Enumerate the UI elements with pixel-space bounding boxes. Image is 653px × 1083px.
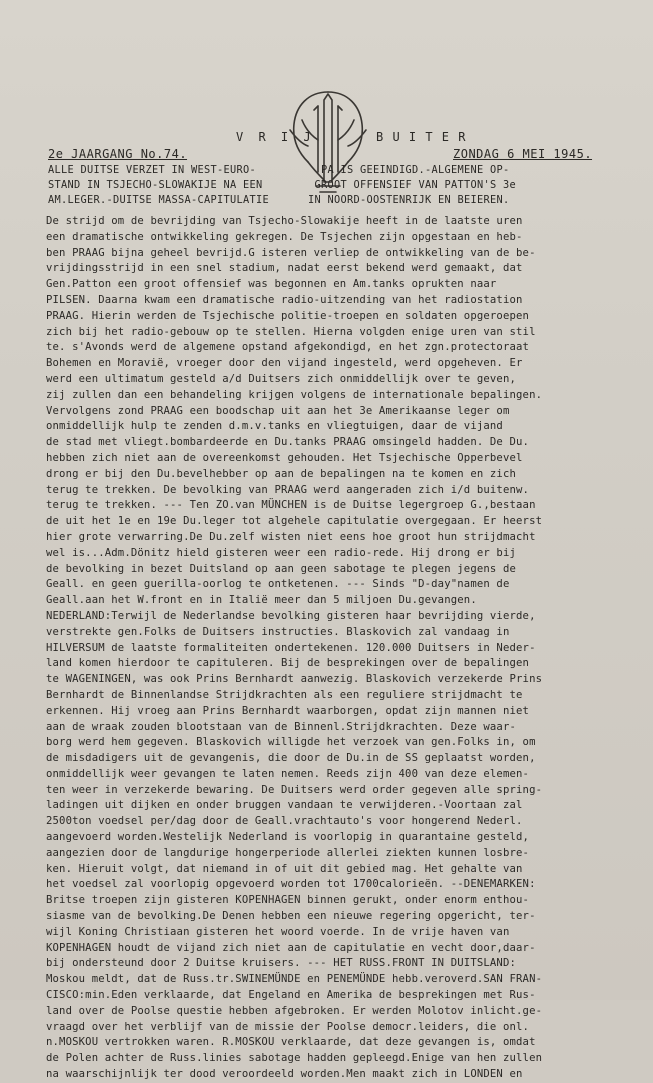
body-line: KOPENHAGEN houdt de vijand zich niet aan de capitulatie en vecht door,daar-	[46, 941, 536, 954]
body-line: HILVERSUM de laatste formaliteiten ondertekenen. 120.000 Duitsers in Neder-	[46, 641, 536, 654]
body-line: Vervolgens zond PRAAG een boodschap uit aan het 3e Amerikaanse leger om	[46, 404, 510, 417]
body-line: te WAGENINGEN, was ook Prins Bernhardt aanwezig. Blaskovich verzekerde Prins	[46, 673, 543, 686]
body-line: Moskou meldt, dat de Russ.tr.SWINEMÜNDE en PENEMÜNDE hebb.veroverd.SAN FRAN-	[46, 973, 543, 986]
body-line: onmiddellijk weer gevangen te laten nemen. Reeds zijn 400 van deze elemen-	[46, 767, 530, 780]
body-line: De strijd om de bevrijding van Tsjecho-Slowakije heeft in de laatste uren	[46, 215, 523, 227]
body-line: te. s'Avonds werd de algemene opstand afgekondigd, en het zgn.protectoraat	[46, 341, 530, 354]
headline-line: AM.LEGER.-DUITSE MASSA-CAPITULATIE IN NOORD-OOSTENRIJK EN BEIEREN.	[48, 194, 510, 206]
body-line: drong er bij den Du.bevelhebber op aan de bepalingen na te komen en zich	[46, 467, 517, 480]
body-line: onmiddellijk hulp te zenden d.m.v.tanks en vliegtuigen, daar de vijand	[46, 420, 503, 433]
body-line: ben PRAAG bijna geheel bevrijd.G isteren verliep de ontwikkeling van de be-	[46, 246, 536, 259]
body-line: een dramatische ontwikkeling gekregen. De Tsjechen zijn opgestaan en heb-	[46, 230, 523, 243]
body-line: 2500ton voedsel per/dag door de Geall.vrachtauto's voor hongerend Nederl.	[46, 815, 523, 828]
body-line: ken. Hieruit volgt, dat niemand in of uit dit gebied mag. Het gehalte van	[46, 862, 523, 875]
body-line: n.MOSKOU vertrokken waren. R.MOSKOU verklaarde, dat deze gevangen is, omdat	[46, 1036, 536, 1049]
body-line: vraagd over het verblijf van de missie der Poolse democr.leiders, die onl.	[46, 1020, 530, 1033]
body-line: na waarschijnlijk ter dood veroordeeld worden.Men maakt zich in LONDEN en	[46, 1068, 523, 1081]
body-line: de misdadigers uit de gevangenis, die door de Du.in de SS geplaatst worden,	[46, 752, 536, 765]
masthead-title-right: B U I T E R	[376, 130, 467, 144]
body-line: Geall. en geen guerilla-oorlog te ontketenen. --- Sinds "D-day"namen de	[46, 578, 510, 591]
body-line: ten weer in verzekerde bewaring. De Duitsers werd order gegeven alle spring-	[46, 783, 543, 796]
headline	[48, 163, 628, 208]
body-line: hebben zich niet aan de overeenkomst gehouden. Het Tsjechische Opperbevel	[46, 451, 523, 464]
headline-line: ALLE DUITSE VERZET IN WEST-EURO- PA IS GEEINDIGD.-ALGEMENE OP-	[48, 164, 510, 176]
body-line: Britse troepen zijn gisteren KOPENHAGEN binnen gerukt, onder enorm enthou-	[46, 894, 530, 907]
body-line: aan de wraak zouden blootstaan van de Binnenl.Strijdkrachten. Deze waar-	[46, 720, 517, 733]
masthead-title-left: V R I J	[236, 130, 315, 144]
issue-date: ZONDAG 6 MEI 1945.	[453, 147, 593, 161]
body-line: Bohemen en Moravië, vroeger door den vijand ingesteld, werd opgeheven. Er	[46, 357, 523, 370]
body-line: NEDERLAND:Terwijl de Nederlandse bevolking gisteren haar bevrijding vierde,	[46, 609, 536, 622]
body-line: werd een ultimatum gesteld a/d Duitsers zich onmiddellijk over te geven,	[46, 372, 517, 385]
body-line: siasme van de bevolking.De Denen hebben een nieuwe regering opgericht, ter-	[46, 910, 536, 923]
body-line: aangevoerd worden.Westelijk Nederland is voorlopig in quarantaine gesteld,	[46, 831, 530, 844]
body-line: hier grote verwarring.De Du.zelf wisten niet eens hoe groot hun strijdmacht	[46, 530, 536, 543]
article-body	[46, 214, 636, 1083]
body-line: wel is...Adm.Dönitz hield gisteren weer een radio-rede. Hij drong er bij	[46, 546, 517, 559]
body-line: de bevolking in bezet Duitsland op aan geen sabotage te plegen jegens de	[46, 562, 517, 575]
body-line: de stad met vliegt.bombardeerde en Du.tanks PRAAG omsingeld hadden. De Du.	[46, 436, 530, 449]
body-line: land komen hierdoor te capituleren. Bij de besprekingen over de bepalingen	[46, 657, 530, 670]
headline-line: STAND IN TSJECHO-SLOWAKIJE NA EEN GROOT OFFENSIEF VAN PATTON'S 3e	[48, 179, 516, 191]
body-line: terug te trekken. --- Ten ZO.van MÜNCHEN is de Duitse legergroep G.,bestaan	[46, 499, 536, 512]
body-line: de Polen achter de Russ.linies sabotage hadden gepleegd.Enige van hen zullen	[46, 1052, 543, 1065]
body-line: wijl Koning Christiaan gisteren het woord voerde. In de vrije haven van	[46, 925, 510, 938]
body-line: PILSEN. Daarna kwam een dramatische radio-uitzending van het radiostation	[46, 293, 523, 306]
body-line: vrijdingsstrijd in een snel stadium, nadat eerst bekend werd gemaakt, dat	[46, 262, 523, 275]
body-line: erkennen. Hij vroeg aan Prins Bernhardt waarborgen, opdat zijn mannen niet	[46, 704, 530, 717]
body-line: Geall.aan het W.front en in Italië meer dan 5 miljoen Du.gevangen.	[46, 594, 477, 607]
body-line: aangezien door de langdurige hongerperiode allerlei ziekten kunnen losbre-	[46, 846, 530, 859]
issue-number: 2e JAARGANG No.74.	[48, 147, 188, 161]
body-line: zij zullen dan een behandeling krijgen volgens de internationale bepalingen.	[46, 388, 543, 401]
body-line: ladingen uit dijken en onder bruggen vandaan te verwijderen.-Voortaan zal	[46, 799, 523, 812]
body-line: terug te trekken. De bevolking van PRAAG werd aangeraden zich i/d buitenw.	[46, 483, 530, 496]
body-line: borg werd hem gegeven. Blaskovich willigde het verzoek van gen.Folks in, om	[46, 736, 536, 749]
body-line: bij ondersteund door 2 Duitse kruisers. --- HET RUSS.FRONT IN DUITSLAND:	[46, 957, 517, 970]
body-line: verstrekte gen.Folks de Duitsers instructies. Blaskovich zal vandaag in	[46, 625, 510, 638]
body-line: land over de Poolse questie hebben afgebroken. Er werden Molotov inlicht.ge-	[46, 1004, 543, 1017]
body-line: Bernhardt de Binnenlandse Strijdkrachten als een reguliere strijdmacht te	[46, 688, 523, 701]
body-line: het voedsel zal voorlopig opgevoerd worden tot 1700calorieën. --DENEMARKEN:	[46, 878, 536, 891]
body-line: PRAAG. Hierin werden de Tsjechische politie-troepen en soldaten opgeroepen	[46, 309, 530, 322]
body-line: de uit het 1e en 19e Du.leger tot algehele capitulatie overgegaan. Er heerst	[46, 515, 543, 528]
body-line: CISCO:min.Eden verklaarde, dat Engeland en Amerika de besprekingen met Rus-	[46, 989, 536, 1002]
body-line: zich bij het radio-gebouw op te stellen. Hierna volgden enige uren van stil	[46, 325, 536, 338]
body-line: Gen.Patton een groot offensief was begonnen en Am.tanks oprukten naar	[46, 278, 497, 291]
